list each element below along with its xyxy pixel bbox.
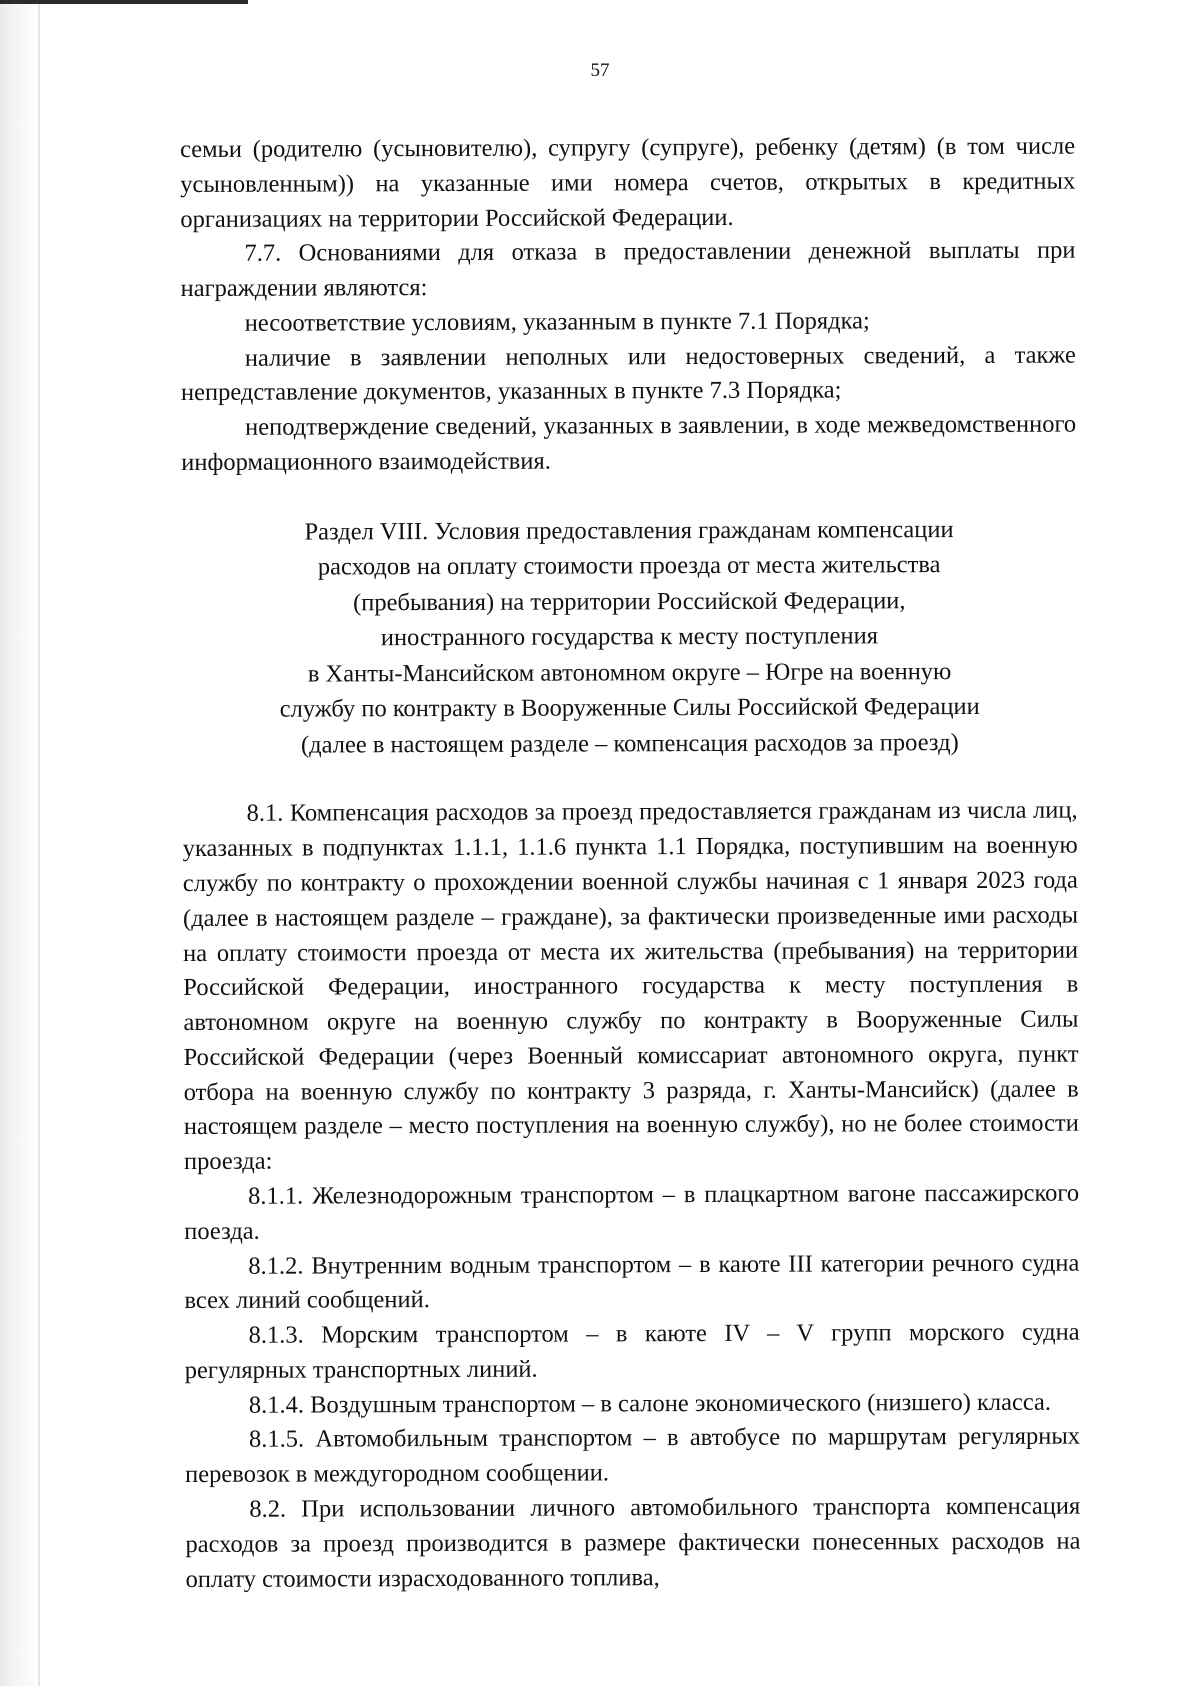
- paragraph: 8.1.4. Воздушным транспортом – в салоне экономического (низшего) класса.: [248, 1388, 1052, 1419]
- section-heading: [181, 511, 1077, 763]
- scan-edge-shadow: [0, 0, 42, 1686]
- top-rule: [0, 0, 248, 4]
- paragraph: 8.1.5. Автомобильным транспортом – в автобусе по маршрутам регулярных перевозок в междугородном сообщении.: [185, 1423, 1081, 1489]
- page-number: 57: [590, 60, 610, 81]
- section-heading-line: в Ханты-Мансийском автономном округе – Югре на военную: [307, 657, 952, 688]
- scan-edge-line: [38, 0, 40, 1686]
- section-heading-line: (пребывания) на территории Российской Федерации,: [353, 587, 906, 617]
- paragraph: 8.1.2. Внутренним водным транспортом – в каюте III категории речного судна всех линий сообщений.: [184, 1249, 1080, 1315]
- paragraph: наличие в заявлении неполных или недостоверных сведений, а также непредставление документов, указанных в пункте 7.3 Порядка;: [180, 341, 1076, 407]
- section-heading-line: (далее в настоящем разделе – компенсация расходов за проезд): [300, 728, 959, 759]
- section-heading-line: службу по контракту в Вооруженные Силы Российской Федерации: [279, 693, 980, 724]
- paragraph: 8.1.3. Морским транспортом – в каюте IV – V групп морского судна регулярных транспортных линий.: [184, 1318, 1080, 1384]
- section-heading-line: расходов на оплату стоимости проезда от места жительства: [317, 551, 941, 581]
- paragraph: 8.2. При использовании личного автомобильного транспорта компенсация расходов за проезд производится в размере фактически понесенных расходов на оплату стоимости израсходованного топлива,: [185, 1492, 1081, 1593]
- paragraph: несоответствие условиям, указанным в пункте 7.1 Порядка;: [244, 307, 870, 337]
- paragraph: семьи (родителю (усыновителю), супругу (супруге), ребенку (детям) (в том числе усыновленным)) на указанные ими номера счетов, открытых в кредитных организациях на территории Российской Федерации.: [180, 132, 1076, 233]
- paragraph: 8.1. Компенсация расходов за проезд предоставляется гражданам из числа лиц, указанных в подпунктах 1.1.1, 1.1.6 пункта 1.1 Порядка, поступившим на военную службу по контракту о прохождении военной службы начиная с 1 января 2023 года (далее в настоящем разделе – граждане), за фактически произведенные ими расходы на оплату стоимости проезда от места их жительства (пребывания) на территории Российской Федерации, иностранного государства к месту поступления в автономном округе на военную службу по контракту в Вооруженные Силы Российской Федерации (через Военный комиссариат автономного округа, пункт отбора на военную службу по контракту 3 разряда, г. Ханты-Мансийск) (далее в настоящем разделе – место поступления на военную службу), но не более стоимости проезда:: [182, 796, 1079, 1176]
- document-body: [180, 130, 1081, 1598]
- paragraph: неподтверждение сведений, указанных в заявлении, в ходе межведомственного информационного взаимодействия.: [181, 410, 1077, 477]
- section-heading-line: Раздел VIII. Условия предоставления гражданам компенсации: [304, 515, 954, 546]
- paragraph: 8.1.1. Железнодорожным транспортом – в плацкартном вагоне пассажирского поезда.: [184, 1179, 1080, 1245]
- section-heading-line: иностранного государства к месту поступления: [380, 622, 879, 652]
- paragraph: 7.7. Основаниями для отказа в предоставлении денежной выплаты при награждении являются:: [180, 236, 1076, 303]
